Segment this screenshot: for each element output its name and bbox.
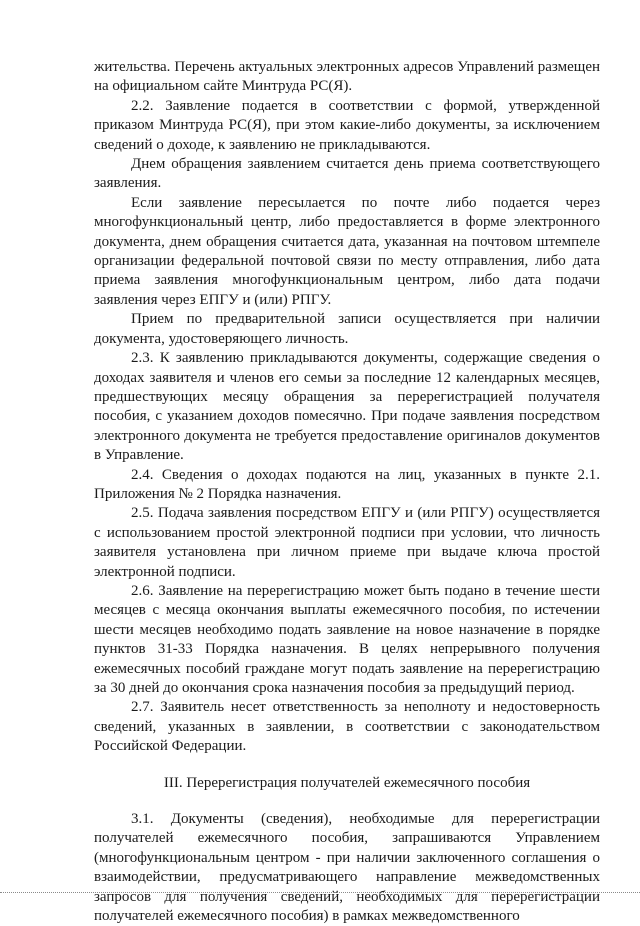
- paragraph-2-5: 2.5. Подача заявления посредством ЕПГУ и (или РПГУ) осуществляется с использованием простой электронной подписи при условии, что личность заявителя установлена при личном приеме при выдаче ключа простой электронной подписи.: [94, 505, 600, 580]
- page-bottom-divider: [0, 892, 640, 893]
- paragraph-2-6: 2.6. Заявление на перерегистрацию может быть подано в течение шести месяцев с месяца окончания выплаты ежемесячного пособия, по истечении шести месяцев необходимо подать заявление на новое назначение в порядке пунктов 31-33 Порядка назначения. В целях непрерывного получения ежемесячных пособий граждане могут подать заявление на перерегистрацию за 30 дней до окончания срока назначения пособия за предыдущий период.: [94, 582, 600, 696]
- paragraph-2-7: 2.7. Заявитель несет ответственность за неполноту и недостоверность сведений, указанных в заявлении, в соответствии с законодательством Российской Федерации.: [94, 699, 600, 755]
- paragraph-2-3: 2.3. К заявлению прикладываются документы, содержащие сведения о доходах заявителя и членов его семьи за последние 12 календарных месяцев, предшествующих месяцу обращения за перерегистрацией получателя пособия, с указанием доходов помесячно. При подаче заявления посредством электронного документа не требуется предоставление оригиналов документов в Управление.: [94, 350, 600, 464]
- paragraph-2-2: 2.2. Заявление подается в соответствии с формой, утвержденной приказом Минтруда РС(Я), при этом какие-либо документы, за исключением сведений о доходе, к заявлению не прикладываются.: [94, 97, 600, 153]
- paragraph-3-1: 3.1. Документы (сведения), необходимые для перерегистрации получателей ежемесячного пособия, запрашиваются Управлением (многофункциональным центром - при наличии заключенного соглашения о взаимодействии, предусматривающего направление межведомственных запросов для получения сведений, необходимых для перерегистрации получателей ежемесячного пособия) в рамках межведомственного: [94, 811, 600, 925]
- paragraph-continuation: жительства. Перечень актуальных электронных адресов Управлений размещен на официальном сайте Минтруда РС(Я).: [94, 59, 600, 95]
- section-heading-iii: III. Перерегистрация получателей ежемесячного пособия: [163, 774, 531, 791]
- document-page: [94, 58, 600, 926]
- paragraph-postal-submission: Если заявление пересылается по почте либо подается через многофункциональный центр, либо предоставляется в форме электронного документа, днем обращения считается дата, указанная на почтовом штемпеле организации федеральной почтовой связи по месту отправления, либо дата приема заявления многофункциональным центром, либо дата подачи заявления через ЕПГУ и (или) РПГУ.: [94, 194, 600, 308]
- paragraph-application-day: Днем обращения заявлением считается день приема соответствующего заявления.: [94, 156, 600, 192]
- paragraph-appointment: Прием по предварительной записи осуществляется при наличии документа, удостоверяющего личность.: [94, 311, 600, 347]
- paragraph-2-4: 2.4. Сведения о доходах подаются на лиц, указанных в пункте 2.1. Приложения № 2 Порядка назначения.: [94, 466, 600, 502]
